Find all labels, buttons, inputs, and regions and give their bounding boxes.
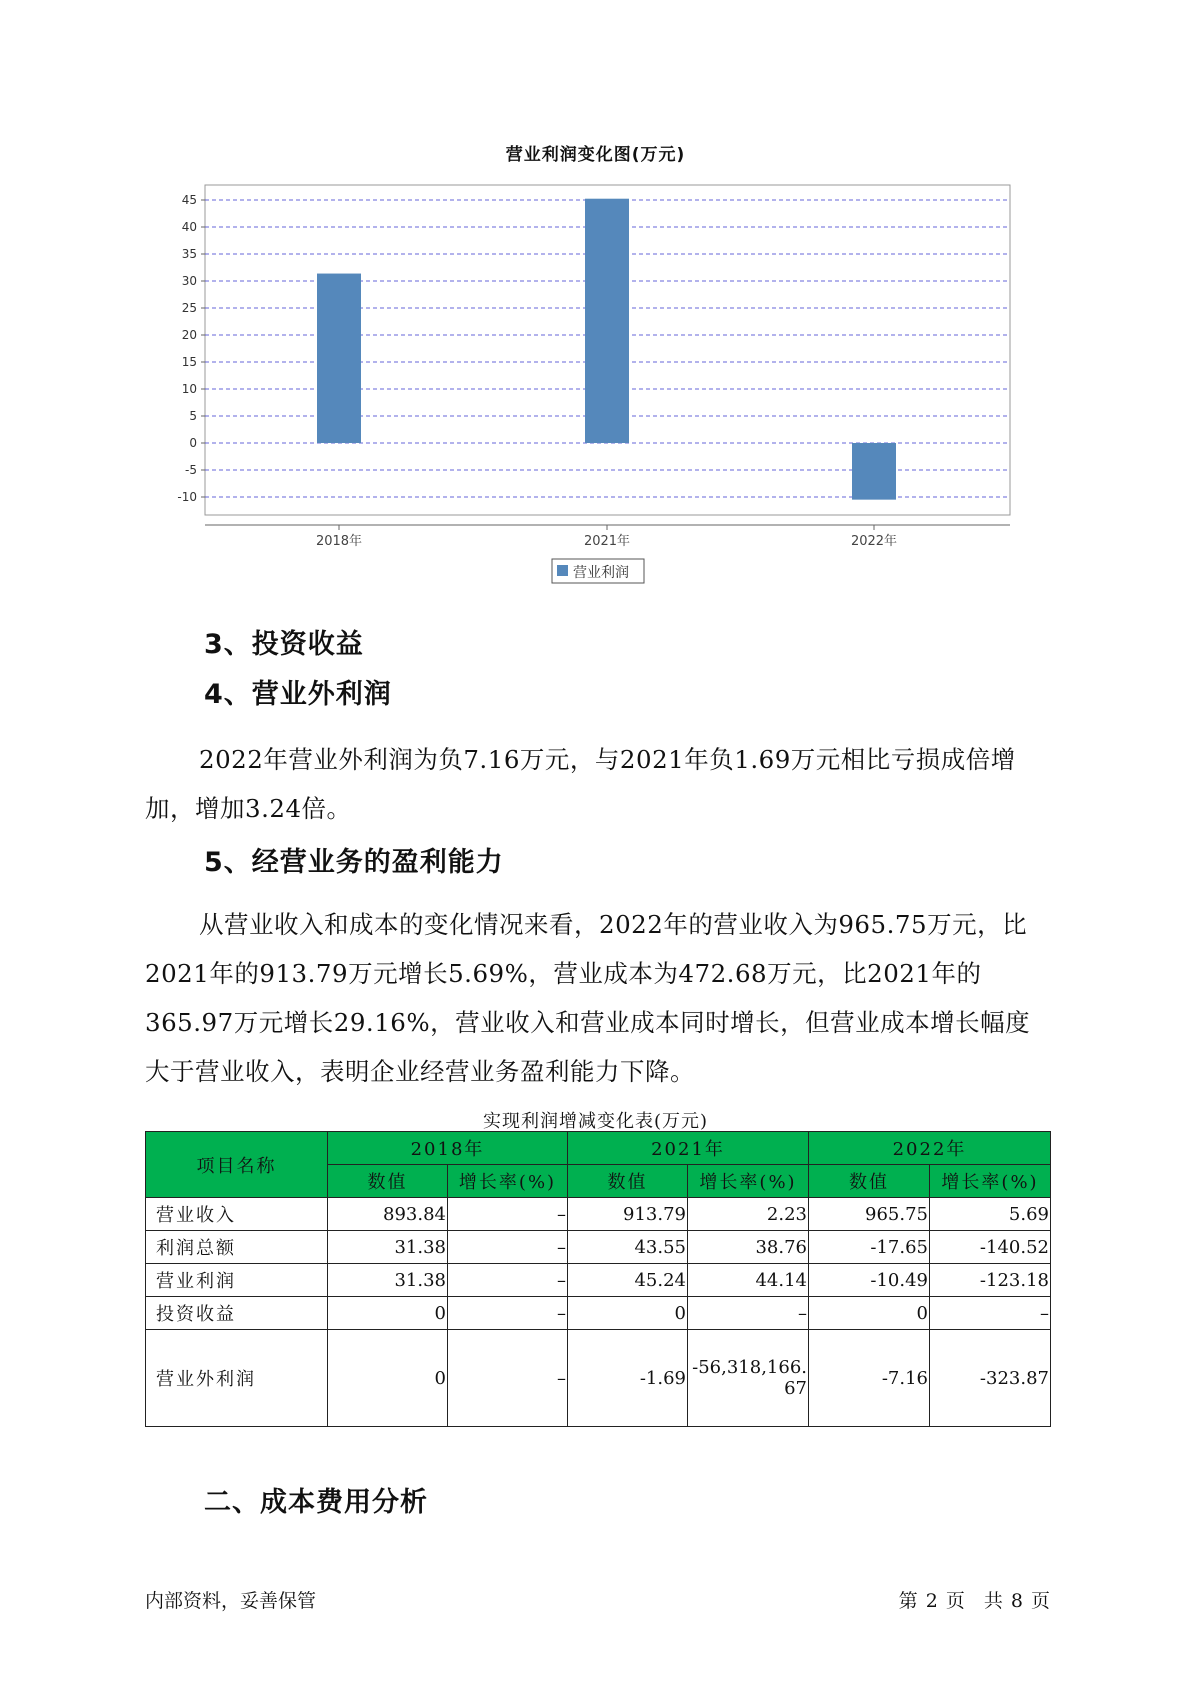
y-tick-label: 5 <box>189 409 197 423</box>
y-tick-label: -5 <box>185 463 197 477</box>
subheader-growth: 增长率(%) <box>448 1165 568 1198</box>
table-row <box>146 1330 1051 1427</box>
table-cell: 965.75 <box>809 1198 930 1231</box>
table-cell: – <box>448 1264 568 1297</box>
x-tick-label: 2021年 <box>583 534 631 549</box>
table-cell: 5.69 <box>930 1198 1051 1231</box>
table-cell: – <box>448 1231 568 1264</box>
footer-confidential-note: 内部资料，妥善保管 <box>145 1590 317 1612</box>
table-cell: – <box>448 1297 568 1330</box>
legend-label: 营业利润 <box>573 565 629 581</box>
table-cell: 0 <box>568 1297 688 1330</box>
table-cell: 38.76 <box>688 1231 809 1264</box>
table-cell: -323.87 <box>930 1330 1051 1427</box>
table-cell: 913.79 <box>568 1198 688 1231</box>
row-label: 投资收益 <box>146 1297 328 1330</box>
y-tick-label: -10 <box>177 490 197 504</box>
table-cell: -140.52 <box>930 1231 1051 1264</box>
heading-profitability: 5、经营业务的盈利能力 <box>204 847 504 878</box>
subheader-value: 数值 <box>809 1165 930 1198</box>
y-tick-label: 45 <box>181 193 197 207</box>
table-row <box>146 1297 1051 1330</box>
row-label: 营业利润 <box>146 1264 328 1297</box>
y-tick-label: 25 <box>181 301 197 315</box>
chart-title: 营业利润变化图(万元) <box>505 145 686 165</box>
table-cell: – <box>448 1198 568 1231</box>
x-tick-label: 2018年 <box>315 534 363 549</box>
table-cell: 44.14 <box>688 1264 809 1297</box>
table-cell: 0 <box>809 1297 930 1330</box>
y-tick-label: 10 <box>181 382 197 396</box>
y-tick-label: 15 <box>181 355 197 369</box>
table-cell: 31.38 <box>328 1231 448 1264</box>
heading-investment-income: 3、投资收益 <box>204 629 364 660</box>
bar <box>585 199 629 443</box>
footer-page-number <box>899 1586 1051 1613</box>
table-cell: -17.65 <box>809 1231 930 1264</box>
row-label: 营业外利润 <box>146 1330 328 1427</box>
subheader-growth: 增长率(%) <box>688 1165 809 1198</box>
y-tick-label: 30 <box>181 274 197 288</box>
table-cell: 2.23 <box>688 1198 809 1231</box>
table-cell: -123.18 <box>930 1264 1051 1297</box>
y-tick-label: 35 <box>181 247 197 261</box>
header-year-2018: 2018年 <box>328 1132 568 1165</box>
table-row <box>146 1231 1051 1264</box>
heading-non-operating-profit: 4、营业外利润 <box>204 679 392 710</box>
profit-change-table <box>145 1131 1051 1427</box>
legend-swatch <box>557 565 568 576</box>
page-total: 共 8 页 <box>983 1590 1051 1612</box>
subheader-value: 数值 <box>568 1165 688 1198</box>
table-row <box>146 1264 1051 1297</box>
table-cell: -7.16 <box>809 1330 930 1427</box>
subheader-value: 数值 <box>328 1165 448 1198</box>
table-cell: – <box>448 1330 568 1427</box>
paragraph-profitability: 从营业收入和成本的变化情况来看，2022年的营业收入为965.75万元，比2021年的913.79万元增长5.69%，营业成本为472.68万元，比2021年的365.97万元增长29.16%，营业收入和营业成本同时增长，但营业成本增长幅度大于营业收入，表明企业经营业务盈利能力下降。 <box>145 910 1031 1086</box>
table-cell: 31.38 <box>328 1264 448 1297</box>
table-caption: 实现利润增减变化表(万元) <box>482 1111 709 1132</box>
paragraph-non-operating-profit: 2022年营业外利润为负7.16万元，与2021年负1.69万元相比亏损成倍增加，增加3.24倍。 <box>145 745 1016 823</box>
table-cell: -10.49 <box>809 1264 930 1297</box>
operating-profit-chart <box>0 0 1191 600</box>
bar <box>852 443 896 500</box>
subheader-growth: 增长率(%) <box>930 1165 1051 1198</box>
header-year-2022: 2022年 <box>809 1132 1051 1165</box>
bar <box>317 274 361 443</box>
x-tick-label: 2022年 <box>850 534 898 549</box>
table-cell: -56,318,166.67 <box>688 1330 809 1427</box>
table-cell: 0 <box>328 1297 448 1330</box>
table-cell: -1.69 <box>568 1330 688 1427</box>
table-cell: 0 <box>328 1330 448 1427</box>
heading-cost-analysis: 二、成本费用分析 <box>204 1487 428 1518</box>
y-tick-label: 0 <box>189 436 197 450</box>
table-cell: – <box>930 1297 1051 1330</box>
header-year-2021: 2021年 <box>568 1132 809 1165</box>
table-cell: 893.84 <box>328 1198 448 1231</box>
row-label: 利润总额 <box>146 1231 328 1264</box>
header-item-name: 项目名称 <box>146 1132 328 1198</box>
table-cell: 43.55 <box>568 1231 688 1264</box>
table-row <box>146 1198 1051 1231</box>
y-tick-label: 40 <box>181 220 197 234</box>
table-cell: 45.24 <box>568 1264 688 1297</box>
y-tick-label: 20 <box>181 328 197 342</box>
page-current: 第 2 页 <box>898 1590 966 1612</box>
row-label: 营业收入 <box>146 1198 328 1231</box>
table-cell: – <box>688 1297 809 1330</box>
